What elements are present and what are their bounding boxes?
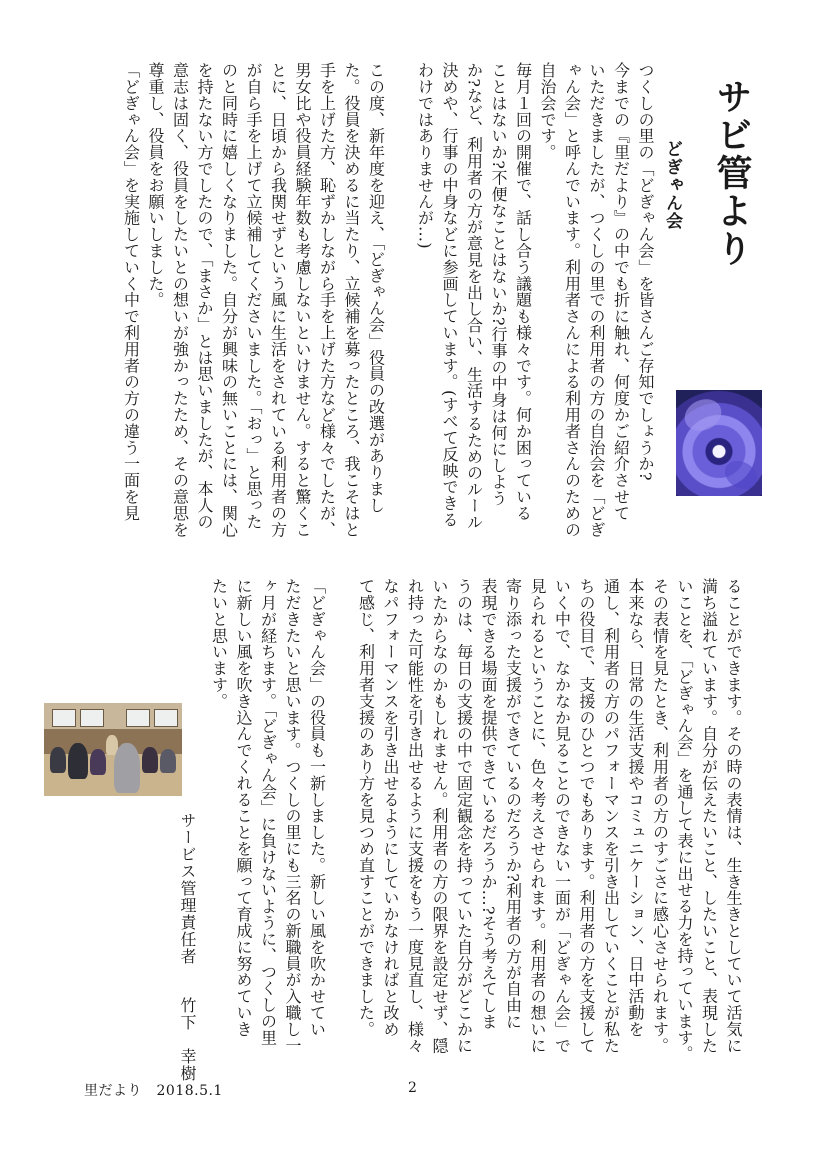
text-line: 寄り添った支援ができているのだろうか?利用者の方が自由に [503, 578, 523, 1030]
text-line: たいと思います。 [209, 578, 229, 710]
person-shape [160, 749, 176, 773]
flower-image [676, 390, 762, 496]
paragraph-gap [388, 62, 413, 562]
text-line: この度、新年度を迎え、「どぎゃん会」役員の改選がありまし [366, 62, 386, 514]
text-line: 自治会です。 [538, 62, 557, 161]
text-line: なパフォーマンスを引き出せるようにしていかなければと改め [381, 578, 400, 1038]
text-line: て感じ、利用者支援のあり方を見つめ直すことができました。 [356, 578, 376, 1038]
text-line: 「どぎゃん会」を実施していく中で利用者の方の違う一面を見 [121, 62, 141, 522]
text-line: いたからなのかもしれません。利用者の方の限界を設定せず、隠 [430, 578, 449, 1054]
text-line: いただきましたが、つくしの里での利用者の方の自治会を「どぎ [587, 62, 606, 538]
window-shape [126, 709, 150, 727]
person-shape [50, 747, 66, 773]
page-number: 2 [408, 1080, 417, 1096]
text-line: 毎月１回の開催で、話し合う議題も様々です。何か困っている [513, 62, 533, 522]
text-line: 本来なら、日常の生活支援やコミュニケーション、日中活動を [626, 578, 645, 1038]
signature-role: サービス管理責任者 [178, 812, 197, 965]
text-line: を持たない方でしたので、「まさか」とは思いましたが、本人の [195, 62, 214, 530]
text-line: ちの役目で、支援のひとつでもあります。利用者の方を支援して [577, 578, 596, 1054]
body-text-bottom [206, 578, 745, 1078]
body-text-top [118, 62, 657, 562]
text-line: 見られるということに、色々考えさせられます。利用者の想いに [528, 578, 547, 1054]
person-shape [68, 743, 88, 779]
text-line: わけではありませんが…) [415, 62, 435, 250]
signature [176, 812, 199, 1082]
text-line: が自ら手を上げて立候補してくださいました。「おっ」と思った [244, 62, 263, 530]
text-line: 「どぎゃん会」の役員も一新しました。新しい風を吹かせてい [307, 578, 327, 1038]
text-line: 尊重し、役員をお願いしました。 [146, 62, 165, 308]
signature-name: 竹下 幸樹 [178, 997, 197, 1082]
text-line: ヶ月が経ちます。「どぎゃん会」に負けないように、つくしの里 [258, 578, 278, 1046]
text-line: 今までの『里だより』の中でも折に触れ、何度かご紹介させて [611, 62, 631, 522]
meeting-photo [44, 703, 182, 796]
text-line: うのは、毎日の支援の中で固定観念を持っていた自分がどこかに [454, 578, 474, 1054]
person-shape [142, 747, 158, 773]
text-line: 意志は固く、役員をしたいとの想いが強かったため、その意思を [170, 62, 190, 538]
text-line: いく中で、なかなか見ることのできない一面が「どぎゃん会」で [552, 578, 572, 1054]
text-line: のと同時に嬉しくなりました。自分が興味の無いことには、関心 [219, 62, 239, 538]
text-line: いことを、「どぎゃん会」を通して表に出せる力を持っています。 [675, 578, 694, 1062]
text-line: 表現できる場面を提供できているだろうか…?そう考えてしま [479, 578, 498, 1030]
footer-publication: 里だより 2018.5.1 [84, 1083, 223, 1099]
person-shape [114, 743, 140, 793]
text-line: その表情を見たとき、利用者の方のすごさに感心させられます。 [650, 578, 670, 1054]
text-line: ゃん会」と呼んでいます。利用者さんによる利用者さんのための [562, 62, 582, 538]
text-line: に新しい風を吹き込んでくれることを願って育成に努めていき [234, 578, 253, 1038]
text-line: 通し、利用者の方のパフォーマンスを引き出していくことが私た [601, 578, 621, 1054]
text-line: れ持った可能性を引き出せるように支援をもう一度見直し、様々 [405, 578, 425, 1054]
text-line: ただきたいと思います。つくしの里にも三名の新職員が入職し一 [283, 578, 302, 1054]
text-line: つくしの里の「どぎゃん会」を皆さんご存知でしょうか? [636, 62, 655, 481]
person-shape [90, 749, 106, 775]
text-line: ることができます。その時の表情は、生き生きとしていて活気に [724, 578, 743, 1054]
window-shape [80, 709, 104, 727]
section-subtitle: どぎゃん会 [662, 140, 682, 230]
text-line: 男女比や役員経験年数も考慮しないといけません。すると驚くこ [293, 62, 312, 538]
window-shape [52, 709, 76, 727]
page-title: サビ管より [711, 78, 752, 268]
text-line: た。役員を決めるに当たり、立候補を募ったところ、我こそはと [342, 62, 361, 538]
text-line: か?など、利用者の方が意見を出し合い、生活するためのルール [464, 62, 484, 531]
paragraph-gap [329, 578, 354, 1078]
text-line: ことはないか?不便なことはないか?行事の中身は何にしよう [489, 62, 508, 507]
text-line: とに、日頃から我関せずという風に生活をされている利用者の方 [268, 62, 288, 538]
text-line: 満ち溢れています。自分が伝えたいこと、したいこと、表現した [699, 578, 719, 1054]
text-line: 決めや、行事の中身などに参画しています。(すべて反映できる [440, 62, 459, 528]
window-shape [154, 709, 178, 727]
text-line: 手を上げた方、恥ずかしながら手を上げた方など様々でしたが、 [317, 62, 337, 538]
